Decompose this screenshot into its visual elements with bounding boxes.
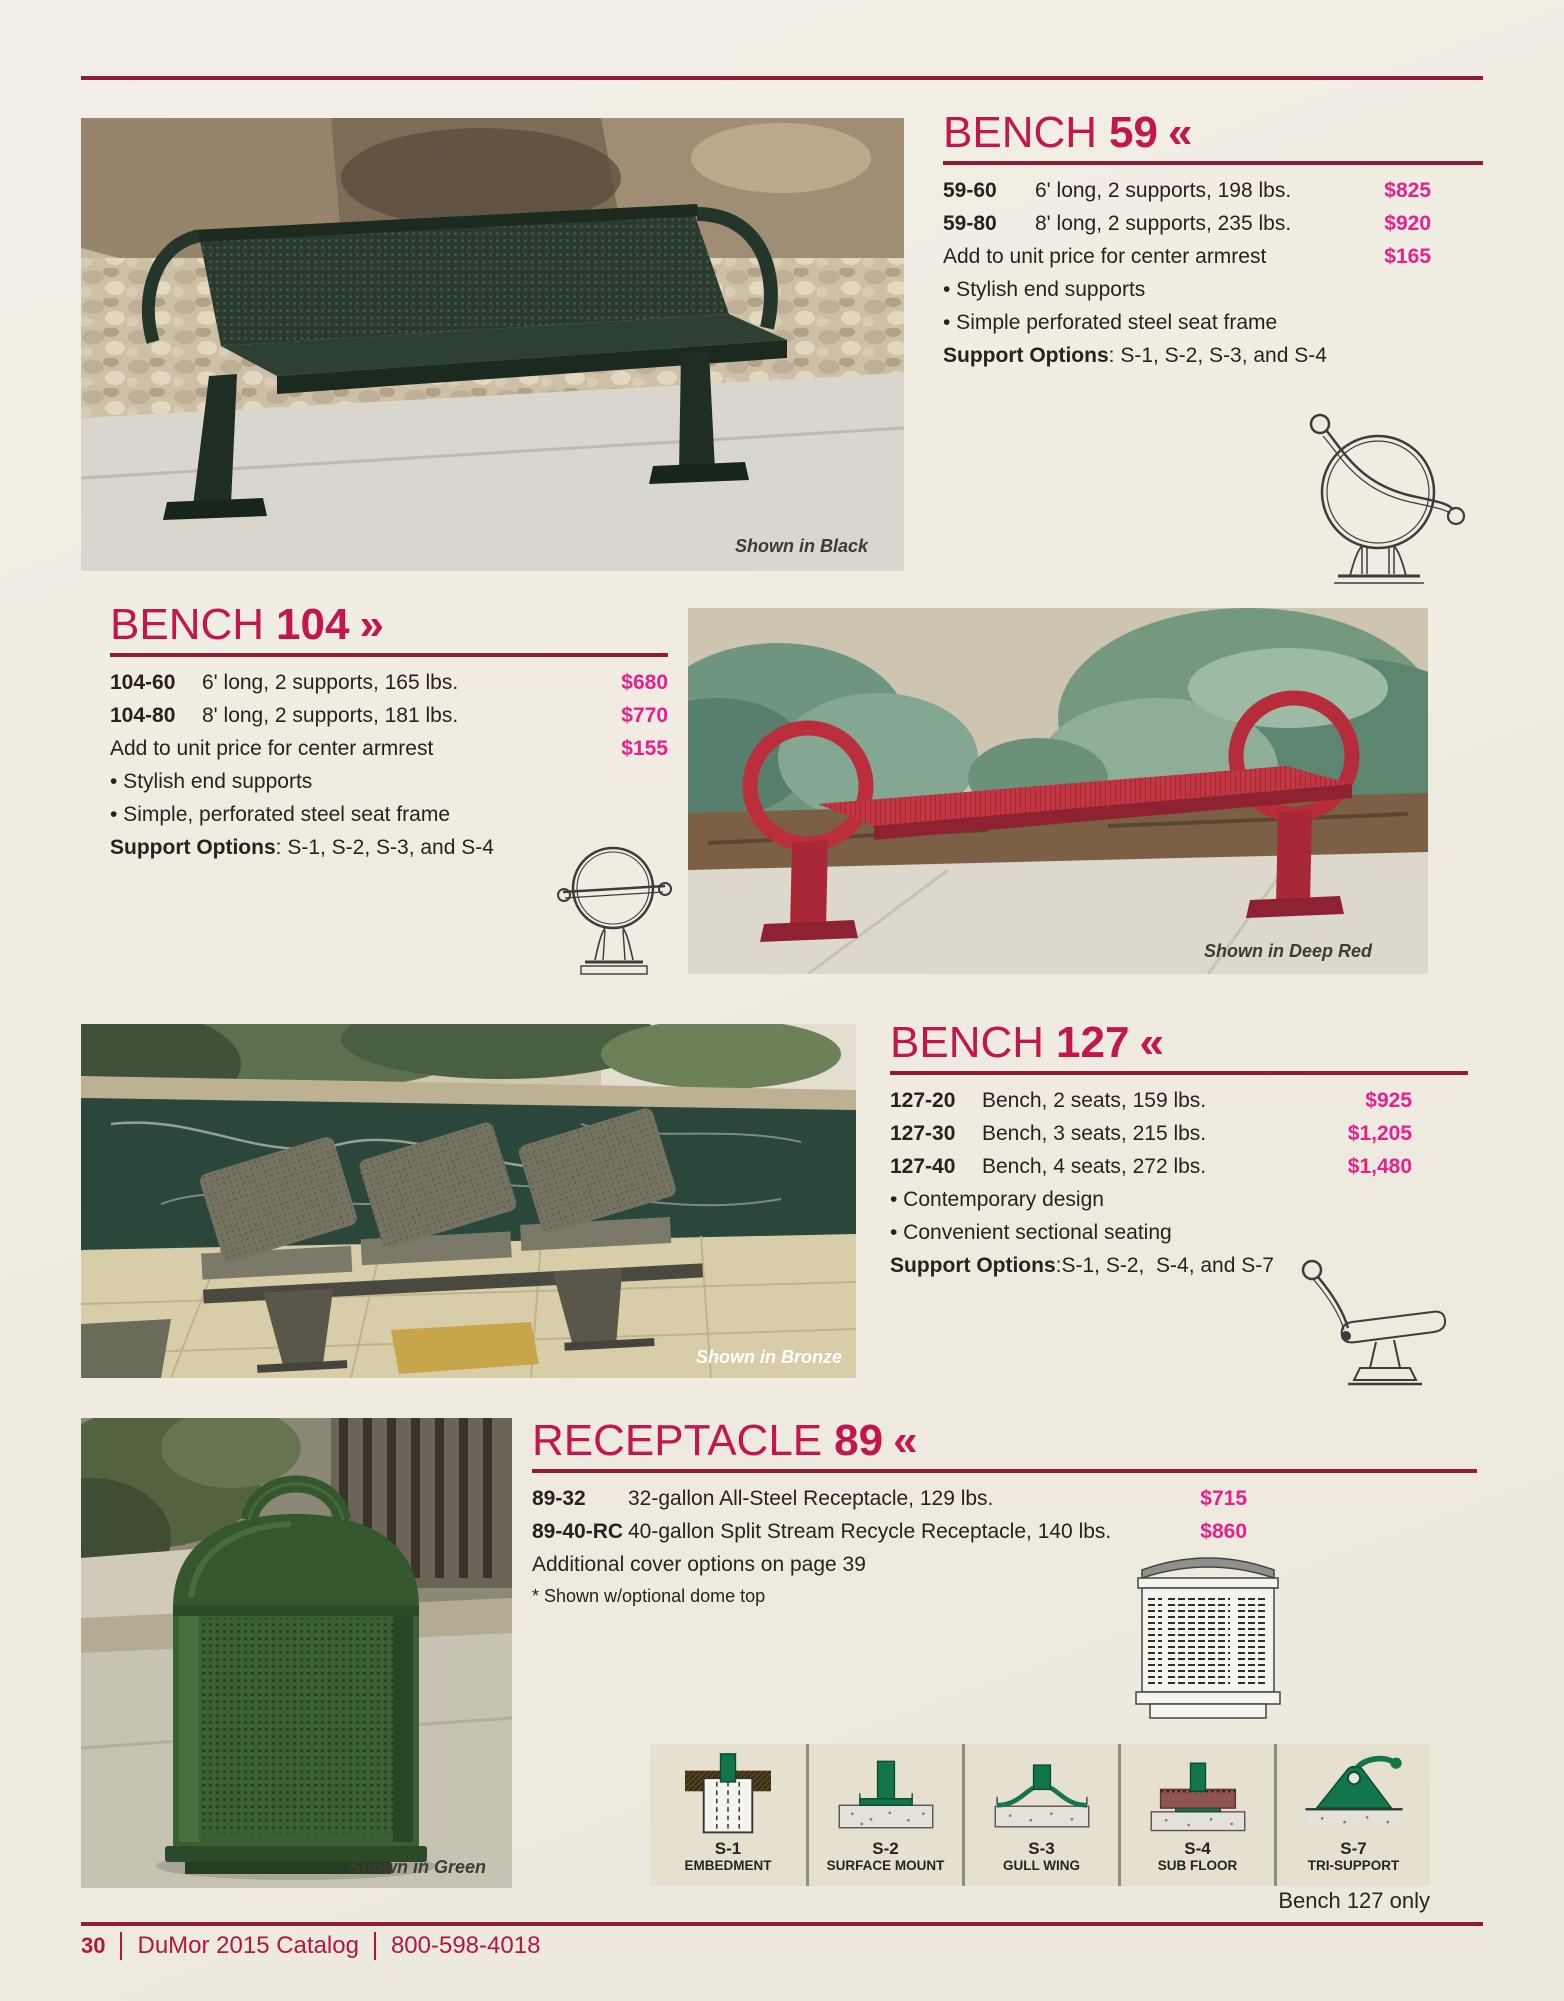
- support-option-label: TRI-SUPPORT: [1307, 1858, 1400, 1873]
- top-rule: [81, 76, 1483, 80]
- support-options-values: :S-1, S-2, S-4, and S-7: [1055, 1254, 1274, 1277]
- left-chevrons-icon: «: [893, 1416, 916, 1465]
- feature-bullet: • Contemporary design: [890, 1188, 1104, 1211]
- left-chevrons-icon: «: [1167, 108, 1191, 157]
- product-code: 104-80: [110, 704, 176, 727]
- support-option-code: S-2: [872, 1839, 899, 1858]
- photo-caption: Shown in Deep Red: [1203, 941, 1372, 961]
- s3-gull-wing-diagram: [984, 1752, 1100, 1838]
- left-chevrons-icon: «: [1139, 1018, 1162, 1067]
- title-number: 89: [834, 1416, 884, 1465]
- page-number: 30: [81, 1933, 106, 1958]
- support-options-label: Support Options: [110, 836, 276, 859]
- product-code: 127-20: [890, 1089, 956, 1112]
- support-option-code: S-4: [1184, 1839, 1211, 1858]
- spec-row: [890, 1150, 1468, 1183]
- product-desc: 32-gallon All-Steel Receptacle, 129 lbs.: [628, 1487, 994, 1510]
- product-desc: 6' long, 2 supports, 165 lbs.: [202, 671, 459, 694]
- title-word: BENCH: [110, 600, 265, 649]
- bench-127-only-note: Bench 127 only: [1278, 1888, 1430, 1913]
- spec-row: [943, 174, 1483, 207]
- support-options-line: [943, 339, 1483, 372]
- product-desc: Bench, 3 seats, 215 lbs.: [982, 1122, 1207, 1145]
- support-option-s7: [1274, 1744, 1430, 1886]
- photo-caption: Shown in Black: [734, 536, 868, 556]
- product-price: $770: [621, 704, 668, 727]
- spec-row: [890, 1117, 1468, 1150]
- s7-tri-support-diagram: [1296, 1752, 1412, 1838]
- feature-bullet: • Simple perforated steel seat frame: [943, 311, 1278, 334]
- support-option-s3: [962, 1744, 1118, 1886]
- feature-bullet: • Convenient sectional seating: [890, 1221, 1172, 1244]
- title-underline: [532, 1469, 1477, 1473]
- product-code: 59-60: [943, 179, 997, 202]
- title-number: 127: [1056, 1018, 1130, 1067]
- support-option-label: SUB FLOOR: [1157, 1858, 1238, 1873]
- support-options-values: : S-1, S-2, S-3, and S-4: [1108, 344, 1327, 367]
- product-price: $165: [1384, 245, 1431, 268]
- product-code: 59-80: [943, 212, 997, 235]
- product-desc: Add to unit price for center armrest: [943, 245, 1267, 268]
- receptacle-89-photo: [81, 1418, 512, 1888]
- receptacle-89-photo-illustration: [81, 1418, 512, 1888]
- feature-bullet: • Stylish end supports: [110, 770, 313, 793]
- support-option-label: EMBEDMENT: [684, 1858, 772, 1873]
- product-desc: Bench, 2 seats, 159 lbs.: [982, 1089, 1207, 1112]
- product-price: $1,205: [1347, 1122, 1412, 1145]
- support-option-code: S-7: [1340, 1839, 1367, 1858]
- s2-surface-mount-diagram: [828, 1752, 944, 1838]
- product-desc: 8' long, 2 supports, 235 lbs.: [1035, 212, 1292, 235]
- footer-rule: [81, 1922, 1483, 1926]
- title-underline: [943, 161, 1483, 165]
- bench-59-photo: [81, 118, 904, 571]
- product-desc: 40-gallon Split Stream Recycle Receptacle, 140 lbs.: [628, 1520, 1112, 1543]
- product-code: 104-60: [110, 671, 176, 694]
- spec-row: [532, 1482, 1247, 1515]
- right-chevrons-icon: »: [359, 600, 382, 649]
- product-price: $860: [1200, 1520, 1247, 1543]
- product-price: $680: [621, 671, 668, 694]
- phone-number: 800-598-4018: [390, 1932, 541, 1959]
- bench-59-profile-icon: [1290, 400, 1470, 590]
- product-desc: Bench, 4 seats, 272 lbs.: [982, 1155, 1207, 1178]
- footer: [81, 1932, 540, 1960]
- support-option-s1: [650, 1744, 806, 1886]
- support-option-code: S-3: [1028, 1839, 1055, 1858]
- bench-104-profile-icon: [555, 838, 673, 986]
- bench-59-title: [943, 108, 1483, 158]
- product-price: $155: [621, 737, 668, 760]
- bench-59-photo-illustration: [81, 118, 904, 571]
- support-option-label: GULL WING: [1003, 1858, 1080, 1873]
- title-word: BENCH: [943, 108, 1098, 157]
- support-options-label: Support Options: [943, 344, 1109, 367]
- receptacle-89-info: [532, 1416, 1477, 1611]
- bench-104-info: [110, 600, 668, 864]
- bench-127-photo: [81, 1024, 856, 1378]
- bench-59-info: [943, 108, 1483, 372]
- support-options-strip: [650, 1744, 1430, 1886]
- product-price: $925: [1365, 1089, 1412, 1112]
- title-word: RECEPTACLE: [532, 1416, 823, 1465]
- cover-options-note: Additional cover options on page 39: [532, 1553, 866, 1576]
- catalog-name: DuMor 2015 Catalog: [137, 1932, 359, 1959]
- feature-bullet: • Simple, perforated steel seat frame: [110, 803, 451, 826]
- bench-104-photo: [688, 608, 1428, 974]
- receptacle-89-drawing: [1118, 1536, 1298, 1724]
- product-desc: 8' long, 2 supports, 181 lbs.: [202, 704, 459, 727]
- title-underline: [890, 1071, 1468, 1075]
- title-word: BENCH: [890, 1018, 1045, 1067]
- title-number: 104: [276, 600, 350, 649]
- product-price: $715: [1200, 1487, 1247, 1510]
- s1-embedment-diagram: [670, 1752, 786, 1838]
- support-option-code: S-1: [714, 1839, 742, 1858]
- feature-bullet: • Stylish end supports: [943, 278, 1146, 301]
- dome-top-footnote: * Shown w/optional dome top: [532, 1586, 766, 1606]
- product-desc: 6' long, 2 supports, 198 lbs.: [1035, 179, 1292, 202]
- spec-row: [943, 207, 1483, 240]
- product-code: 127-30: [890, 1122, 956, 1145]
- footer-divider: [374, 1932, 376, 1960]
- bench-104-photo-illustration: [688, 608, 1428, 974]
- product-code: 89-40-RC: [532, 1520, 624, 1543]
- bench-127-profile-icon: [1290, 1250, 1450, 1390]
- bench-104-title: [110, 600, 668, 650]
- support-options-label: Support Options: [890, 1254, 1056, 1277]
- footer-divider: [120, 1932, 122, 1960]
- product-price: $825: [1384, 179, 1431, 202]
- support-options-values: : S-1, S-2, S-3, and S-4: [275, 836, 494, 859]
- photo-caption: Shown in Green: [348, 1857, 486, 1877]
- product-desc: Add to unit price for center armrest: [110, 737, 434, 760]
- product-code: 127-40: [890, 1155, 956, 1178]
- spec-row: [110, 666, 668, 699]
- s4-sub-floor-diagram: [1140, 1752, 1256, 1838]
- product-price: $920: [1384, 212, 1431, 235]
- spec-row: [943, 240, 1483, 273]
- support-option-s2: [806, 1744, 962, 1886]
- product-code: 89-32: [532, 1487, 586, 1510]
- title-number: 59: [1109, 108, 1158, 157]
- spec-row: [110, 732, 668, 765]
- bench-127-title: [890, 1018, 1468, 1068]
- title-underline: [110, 653, 668, 657]
- bench-127-info: [890, 1018, 1468, 1282]
- support-option-label: SURFACE MOUNT: [826, 1858, 945, 1873]
- spec-row: [890, 1084, 1468, 1117]
- spec-row: [110, 699, 668, 732]
- product-price: $1,480: [1347, 1155, 1412, 1178]
- photo-caption: Shown in Bronze: [696, 1347, 842, 1367]
- receptacle-89-title: [532, 1416, 1477, 1466]
- bench-127-photo-illustration: [81, 1024, 856, 1378]
- support-option-s4: [1118, 1744, 1274, 1886]
